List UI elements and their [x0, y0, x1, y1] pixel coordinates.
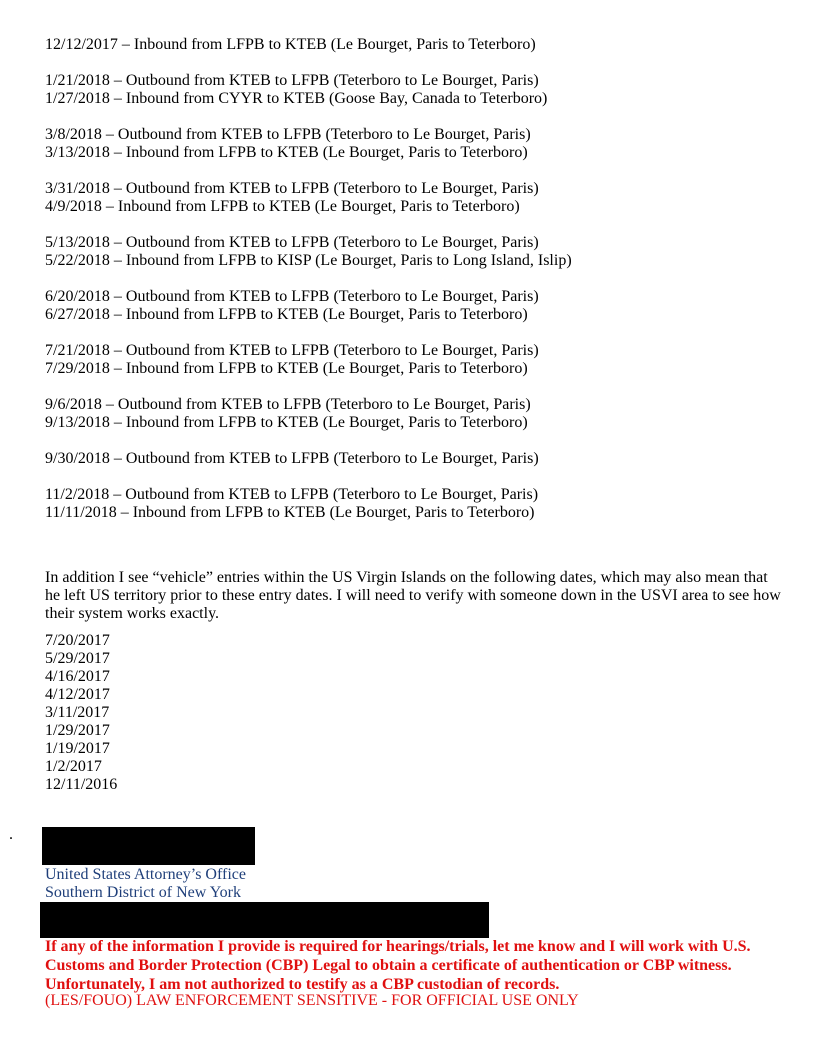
- vehicle-paragraph: In addition I see “vehicle” entries within the US Virgin Islands on the following dates, which may also mean that he left US territory prior to these entry dates. I will need to verify with someone down in the USVI area to see how their system works exactly.: [45, 569, 781, 622]
- signature-block: [45, 866, 246, 902]
- redaction-block-name: [42, 827, 255, 865]
- trip-group: [45, 288, 785, 324]
- trip-entry: 5/22/2018 – Inbound from LFPB to KISP (Le Bourget, Paris to Long Island, Islip): [45, 252, 572, 269]
- trip-group: [45, 486, 785, 522]
- vehicle-date: 5/29/2017: [45, 650, 110, 667]
- trip-group: [45, 180, 785, 216]
- cbp-notice: If any of the information I provide is required for hearings/trials, let me know and I will work with U.S. Customs and Border Protection (CBP) Legal to obtain a certificate of authentication or CBP witness. Unfortunately, I am not authorized to testify as a CBP custodian of records.: [45, 938, 751, 993]
- vehicle-date: 7/20/2017: [45, 632, 110, 649]
- trip-entry: 7/29/2018 – Inbound from LFPB to KTEB (Le Bourget, Paris to Teterboro): [45, 360, 528, 377]
- trip-entry: 9/6/2018 – Outbound from KTEB to LFPB (Teterboro to Le Bourget, Paris): [45, 396, 531, 413]
- vehicle-date: 1/2/2017: [45, 758, 102, 775]
- trip-entry: 4/9/2018 – Inbound from LFPB to KTEB (Le Bourget, Paris to Teterboro): [45, 198, 520, 215]
- vehicle-date: 3/11/2017: [45, 704, 110, 721]
- trip-entry: 3/13/2018 – Inbound from LFPB to KTEB (Le Bourget, Paris to Teterboro): [45, 144, 528, 161]
- vehicle-date: 1/19/2017: [45, 740, 110, 757]
- trip-group: [45, 72, 785, 108]
- trip-entry: 3/8/2018 – Outbound from KTEB to LFPB (Teterboro to Le Bourget, Paris): [45, 126, 531, 143]
- trip-list: [45, 36, 785, 540]
- trip-entry: 3/31/2018 – Outbound from KTEB to LFPB (Teterboro to Le Bourget, Paris): [45, 180, 539, 197]
- stray-mark: .: [9, 826, 13, 843]
- signature-office: United States Attorney’s Office: [45, 866, 246, 883]
- redaction-block-contact: [40, 902, 489, 938]
- trip-entry: 11/2/2018 – Outbound from KTEB to LFPB (Teterboro to Le Bourget, Paris): [45, 486, 539, 503]
- trip-group: [45, 342, 785, 378]
- trip-entry: 9/30/2018 – Outbound from KTEB to LFPB (Teterboro to Le Bourget, Paris): [45, 450, 539, 467]
- vehicle-date: 12/11/2016: [45, 776, 118, 793]
- signature-district: Southern District of New York: [45, 884, 241, 901]
- trip-group: [45, 234, 785, 270]
- trip-entry: 11/11/2018 – Inbound from LFPB to KTEB (Le Bourget, Paris to Teterboro): [45, 504, 535, 521]
- trip-entry: 12/12/2017 – Inbound from LFPB to KTEB (Le Bourget, Paris to Teterboro): [45, 36, 536, 53]
- vehicle-date: 4/12/2017: [45, 686, 110, 703]
- trip-group: [45, 450, 785, 468]
- classification-banner: (LES/FOUO) LAW ENFORCEMENT SENSITIVE - FOR OFFICIAL USE ONLY: [45, 992, 579, 1009]
- trip-entry: 6/27/2018 – Inbound from LFPB to KTEB (Le Bourget, Paris to Teterboro): [45, 306, 528, 323]
- vehicle-date: 1/29/2017: [45, 722, 110, 739]
- trip-entry: 9/13/2018 – Inbound from LFPB to KTEB (Le Bourget, Paris to Teterboro): [45, 414, 528, 431]
- trip-group: [45, 396, 785, 432]
- trip-group: [45, 126, 785, 162]
- trip-entry: 6/20/2018 – Outbound from KTEB to LFPB (Teterboro to Le Bourget, Paris): [45, 288, 539, 305]
- trip-entry: 1/21/2018 – Outbound from KTEB to LFPB (Teterboro to Le Bourget, Paris): [45, 72, 539, 89]
- vehicle-date: 4/16/2017: [45, 668, 110, 685]
- vehicle-dates-list: [45, 632, 117, 794]
- trip-group: [45, 36, 785, 54]
- trip-entry: 5/13/2018 – Outbound from KTEB to LFPB (Teterboro to Le Bourget, Paris): [45, 234, 539, 251]
- trip-entry: 7/21/2018 – Outbound from KTEB to LFPB (Teterboro to Le Bourget, Paris): [45, 342, 539, 359]
- trip-entry: 1/27/2018 – Inbound from CYYR to KTEB (Goose Bay, Canada to Teterboro): [45, 90, 548, 107]
